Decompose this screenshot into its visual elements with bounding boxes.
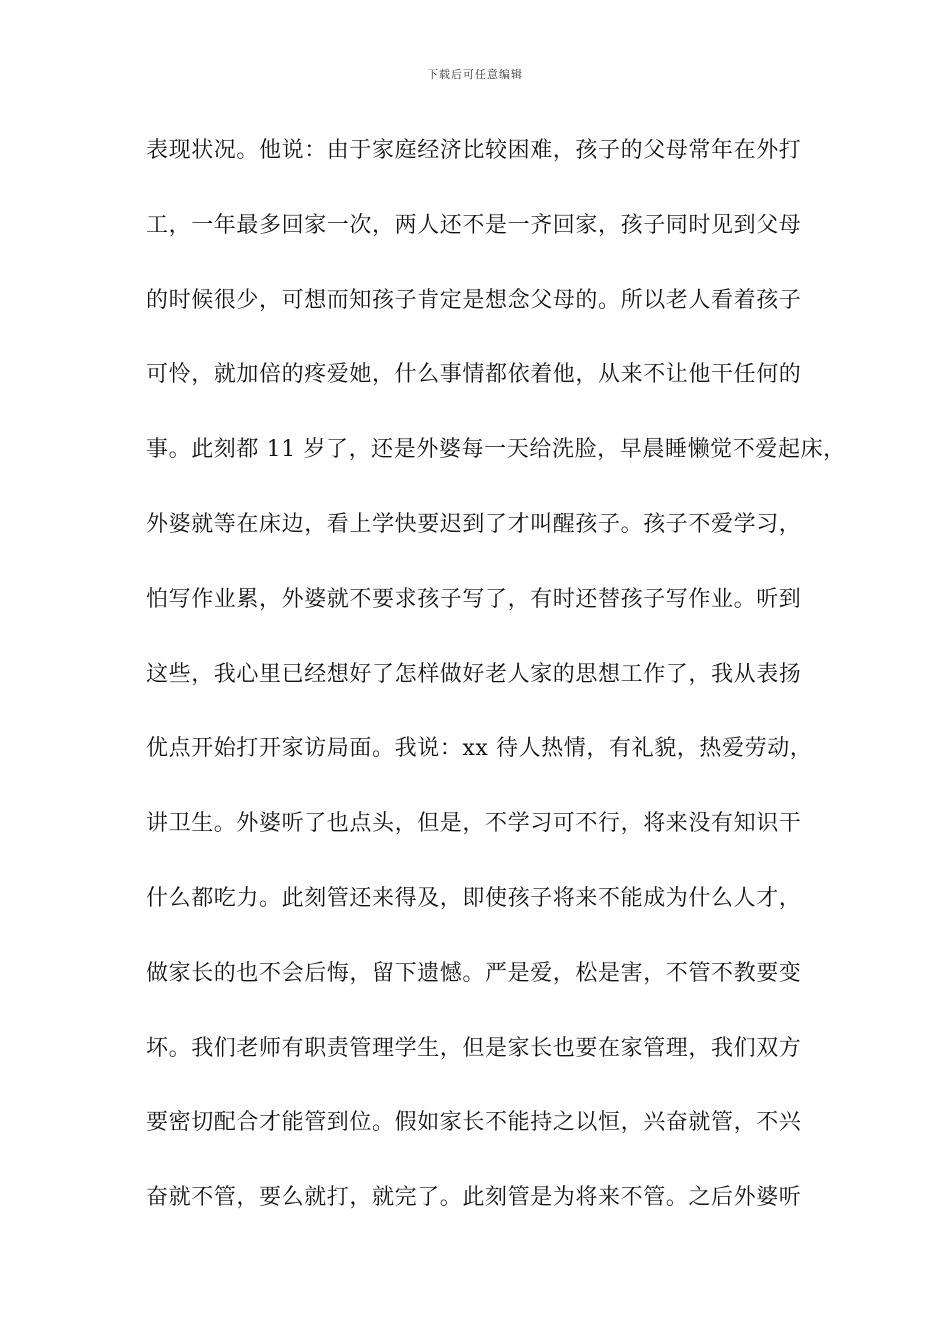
page-header: 下载后可任意编辑 — [427, 68, 523, 81]
text-line: 的时候很少，可想而知孩子肯定是想念父母的。所以老人看着孩子 — [146, 287, 802, 313]
text-line: 奋就不管，要么就打，就完了。此刻管是为将来不管。之后外婆听 — [146, 1185, 802, 1211]
text-line: 讲卫生。外婆听了也点头，但是，不学习可不行，将来没有知识干 — [146, 811, 802, 837]
text-line: 外婆就等在床边，看上学快要迟到了才叫醒孩子。孩子不爱学习， — [146, 511, 802, 537]
text-line: 要密切配合才能管到位。假如家长不能持之以恒，兴奋就管，不兴 — [146, 1110, 802, 1136]
text-line: 做家长的也不会后悔，留下遗憾。严是爱，松是害，不管不教要变 — [146, 960, 802, 986]
text-line: 怕写作业累，外婆就不要求孩子写了，有时还替孩子写作业。听到 — [146, 586, 802, 612]
text-line: 优点开始打开家访局面。我说：xx 待人热情，有礼貌，热爱劳动， — [146, 736, 813, 762]
text-line: 这些，我心里已经想好了怎样做好老人家的思想工作了，我从表扬 — [146, 661, 802, 687]
text-line: 工，一年最多回家一次，两人还不是一齐回家，孩子同时见到父母 — [146, 212, 802, 238]
text-line: 什么都吃力。此刻管还来得及，即使孩子将来不能成为什么人才， — [146, 885, 802, 911]
document-body — [146, 129, 846, 1251]
text-line: 事。此刻都 11 岁了，还是外婆每一天给洗脸，早晨睡懒觉不爱起床， — [146, 437, 846, 463]
text-line: 可怜，就加倍的疼爱她，什么事情都依着他，从来不让他干任何的 — [146, 362, 802, 388]
text-line: 坏。我们老师有职责管理学生，但是家长也要在家管理，我们双方 — [146, 1035, 802, 1061]
text-line: 表现状况。他说：由于家庭经济比较困难，孩子的父母常年在外打 — [146, 138, 802, 163]
